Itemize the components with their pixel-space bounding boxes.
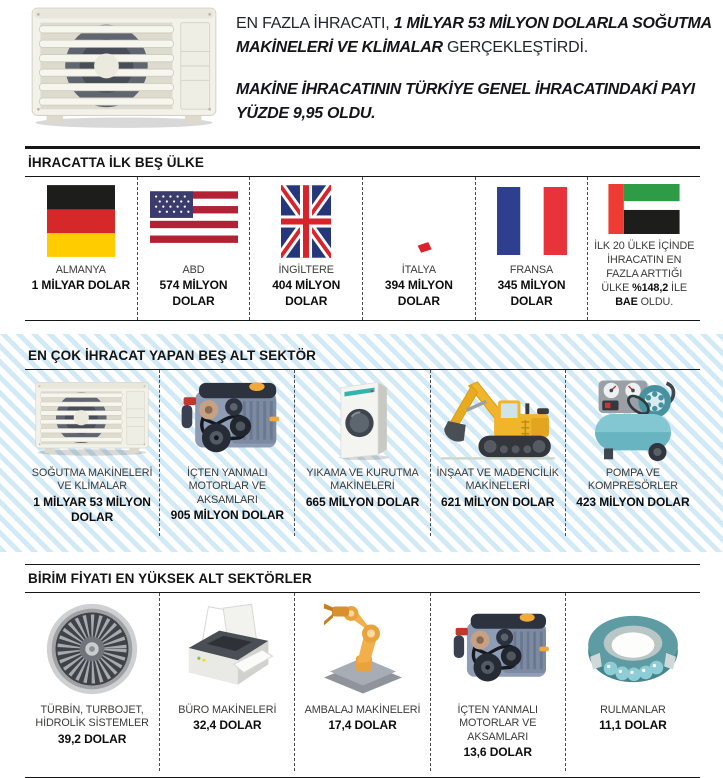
unit-item-bearings bbox=[566, 593, 700, 771]
country-item-usa bbox=[138, 177, 251, 320]
printer-icon bbox=[164, 599, 290, 699]
usa-map-flag-icon bbox=[142, 183, 246, 259]
unit-item-engines bbox=[431, 593, 566, 771]
country-value: 394 MİLYON DOLAR bbox=[384, 278, 453, 309]
country-item-germany bbox=[25, 177, 138, 320]
divider-thin bbox=[25, 320, 700, 321]
hero-p1-end: GERÇEKLEŞTİRDİ. bbox=[442, 39, 589, 56]
country-name: FRANSA bbox=[509, 264, 554, 276]
sector-name: SOĞUTMA MAKİNELERİ VE KLİMALAR bbox=[31, 466, 153, 493]
country-value: 345 MİLYON DOLAR bbox=[497, 278, 566, 309]
hero-paragraph-2: MAKİNE İHRACATININ TÜRKİYE GENEL İHRACATINDAKİ PAYI YÜZDE 9,95 OLDU. bbox=[236, 81, 695, 122]
germany-map-flag-icon bbox=[29, 183, 133, 259]
sector-value: 905 MİLYON DOLAR bbox=[170, 508, 284, 523]
top-sectors-title: EN ÇOK İHRACAT YAPAN BEŞ ALT SEKTÖR bbox=[28, 347, 317, 363]
sector-value: 1 MİLYAR 53 MİLYON DOLAR bbox=[33, 494, 151, 525]
note-bold-bae: BAE bbox=[615, 296, 638, 309]
country-name: İNGİLTERE bbox=[278, 264, 334, 276]
sector-value: 621 MİLYON DOLAR bbox=[441, 494, 555, 509]
uae-note-text bbox=[592, 239, 696, 309]
sector-name: İÇTEN YANMALI MOTORLAR VE AKSAMLARI bbox=[187, 466, 268, 506]
sector-item-cooling bbox=[25, 370, 160, 536]
unit-price-row bbox=[25, 593, 700, 771]
air-conditioner-illustration bbox=[26, 4, 222, 130]
sector-value: 665 MİLYON DOLAR bbox=[305, 494, 420, 509]
country-name: İTALYA bbox=[401, 264, 436, 276]
sector-value: 423 MİLYON DOLAR bbox=[576, 494, 690, 509]
washing-machine-icon bbox=[299, 376, 425, 462]
hero-section bbox=[0, 0, 723, 146]
france-map-flag-icon bbox=[480, 183, 584, 259]
country-item-france bbox=[476, 177, 589, 320]
unit-value: 17,4 DOLAR bbox=[328, 718, 397, 733]
unit-value: 11,1 DOLAR bbox=[599, 718, 667, 733]
italy-map-flag-icon bbox=[367, 183, 471, 259]
country-name: ABD bbox=[182, 264, 205, 276]
unit-item-packaging bbox=[295, 593, 430, 771]
turbine-icon bbox=[29, 599, 155, 699]
sector-name: İNŞAAT VE MADENCİLİK MAKİNELERİ bbox=[436, 466, 559, 493]
countries-section bbox=[0, 146, 723, 321]
hero-paragraph-1 bbox=[236, 12, 713, 60]
uae-map-flag-icon bbox=[592, 183, 696, 235]
excavator-icon bbox=[435, 376, 561, 462]
unit-item-turbine bbox=[25, 593, 160, 771]
note-bold-percent: %148,2 bbox=[632, 282, 669, 295]
country-name: ALMANYA bbox=[55, 264, 106, 276]
unit-price-title: BİRİM FİYATI EN YÜKSEK ALT SEKTÖRLER bbox=[28, 570, 312, 586]
hero-text bbox=[236, 4, 713, 144]
sector-name: POMPA VE KOMPRESÖRLER bbox=[587, 466, 678, 493]
hero-p1-start: EN FAZLA İHRACATI, bbox=[236, 15, 394, 32]
robot-arm-icon bbox=[299, 599, 425, 699]
country-value: 574 MİLYON DOLAR bbox=[159, 278, 228, 309]
country-value: 1 MİLYAR DOLAR bbox=[31, 278, 131, 293]
sector-name: YIKAMA VE KURUTMA MAKİNELERİ bbox=[306, 466, 419, 493]
sector-item-engines bbox=[160, 370, 295, 536]
note-t1: İLK 20 ÜLKE İÇİNDE İHRACATIN EN FAZLA ARTTIĞI ÜLKE bbox=[594, 240, 695, 295]
note-t2: İLE bbox=[668, 282, 687, 295]
top-sectors-section bbox=[0, 334, 723, 552]
hero-p1-bold: 1 MİLYAR 53 MİLYON DOLARLA SOĞUTMA MAKİNELERİ VE KLİMALAR bbox=[236, 15, 712, 56]
sector-item-construction bbox=[431, 370, 566, 536]
ball-bearing-icon bbox=[570, 599, 696, 699]
combustion-engine-icon bbox=[164, 376, 290, 462]
uk-map-flag-icon bbox=[254, 183, 358, 259]
country-item-italy bbox=[363, 177, 476, 320]
uae-note-item bbox=[588, 177, 700, 320]
top-sectors-row bbox=[25, 370, 700, 536]
sector-item-washing bbox=[295, 370, 430, 536]
unit-name: AMBALAJ MAKİNELERİ bbox=[304, 703, 421, 716]
countries-row bbox=[25, 177, 700, 320]
country-value: 404 MİLYON DOLAR bbox=[272, 278, 341, 309]
unit-name: İÇTEN YANMALI MOTORLAR VE AKSAMLARI bbox=[457, 703, 538, 743]
combustion-engine-icon bbox=[435, 599, 561, 699]
note-t3: OLDU. bbox=[637, 296, 674, 309]
countries-section-title: İHRACATTA İLK BEŞ ÜLKE bbox=[28, 155, 204, 170]
unit-value: 39,2 DOLAR bbox=[57, 731, 127, 746]
air-conditioner-icon bbox=[29, 376, 155, 462]
country-item-uk bbox=[250, 177, 363, 320]
sector-item-pumps bbox=[566, 370, 700, 536]
unit-name: RULMANLAR bbox=[600, 703, 666, 716]
unit-name: BÜRO MAKİNELERİ bbox=[178, 703, 277, 716]
unit-item-office bbox=[160, 593, 295, 771]
unit-value: 13,6 DOLAR bbox=[463, 745, 532, 760]
unit-name: TÜRBİN, TURBOJET, HİDROLİK SİSTEMLER bbox=[35, 703, 149, 730]
air-compressor-icon bbox=[570, 376, 696, 462]
unit-value: 32,4 DOLAR bbox=[193, 718, 262, 733]
unit-price-section bbox=[0, 564, 723, 778]
